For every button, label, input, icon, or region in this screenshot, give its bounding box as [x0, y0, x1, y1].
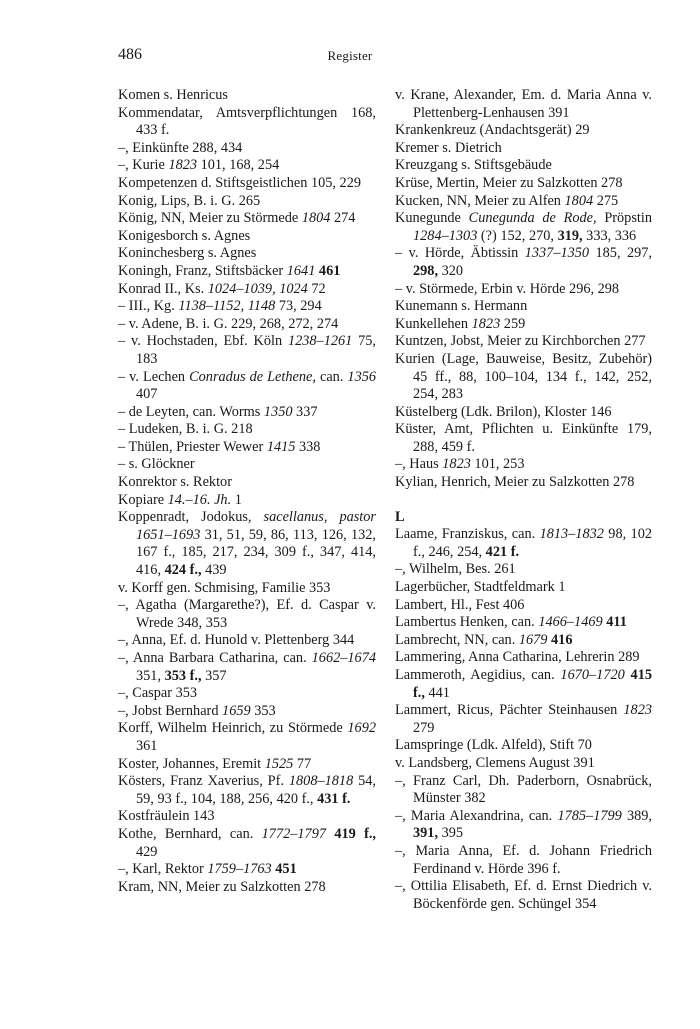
main-reference: 419 f., — [334, 825, 377, 842]
index-entry — [395, 87, 652, 122]
index-entry — [395, 351, 652, 404]
index-entry — [118, 580, 376, 598]
entry-text: Lambert, Hl., Fest 406 — [395, 596, 525, 613]
entry-text: Lambertus Henken, can. — [395, 614, 539, 631]
entry-text: Kremer s. Dietrich — [395, 139, 502, 156]
entry-text: 75, 183 — [136, 333, 376, 367]
index-entry — [395, 298, 652, 316]
entry-text: –, Maria Anna, Ef. d. Johann Friedrich Ferdinand v. Hörde 396 f. — [395, 842, 652, 877]
italic-text: 1823 — [442, 456, 471, 473]
entry-text: –, Franz Carl, Dh. Paderborn, Osnabrück, Münster 382 — [395, 772, 652, 807]
index-entry — [395, 702, 652, 737]
entry-text: Konigesborch s. Agnes — [118, 227, 251, 244]
entry-text: 320 — [438, 262, 464, 279]
entry-text: 73, 294 — [275, 298, 322, 315]
italic-text: 1772–1797 — [261, 825, 326, 842]
entry-text: – v. Hochstaden, Ebf. Köln — [118, 333, 288, 350]
index-entry — [395, 597, 652, 615]
entry-text: 259 — [500, 315, 526, 332]
entry-text: –, Agatha (Margarethe?), Ef. d. Caspar v. Wrede 348, 353 — [118, 597, 376, 631]
index-entry — [118, 105, 376, 140]
entry-text: 54, 59, 93 f., 104, 188, 256, 420 f., — [136, 773, 376, 807]
entry-text: –, Karl, Rektor — [118, 861, 208, 878]
italic-text: 1679 — [518, 631, 548, 648]
entry-text: 1 — [231, 491, 242, 508]
entry-text: Lambrecht, NN, can. — [395, 631, 519, 648]
index-entry — [395, 193, 652, 211]
index-entry — [395, 175, 652, 193]
main-reference: 416 — [551, 631, 573, 648]
entry-text: 98, 102 f., 246, 254, — [413, 526, 652, 560]
index-entry — [118, 210, 376, 228]
italic-text: 1759–1763 — [207, 861, 272, 878]
index-entry — [118, 421, 376, 439]
entry-text: –, Wilhelm, Bes. 261 — [395, 561, 516, 578]
running-title: Register — [327, 48, 373, 63]
main-reference: 298, — [413, 262, 439, 279]
index-entry — [395, 614, 652, 632]
entry-text: 351, — [136, 667, 165, 684]
entry-text: – v. Hörde, Äbtissin — [395, 245, 525, 262]
entry-text: 407 — [136, 386, 158, 403]
entry-text: – s. Glöckner — [118, 456, 195, 473]
entry-text: 279 — [413, 719, 435, 736]
entry-text: 101, 253 — [470, 456, 525, 473]
italic-text: 1525 — [264, 755, 294, 772]
entry-text: 395 — [438, 825, 464, 842]
entry-text: Kompetenzen d. Stiftsgeistlichen 105, 229 — [118, 174, 362, 191]
index-entry — [118, 685, 376, 703]
entry-text: 353 — [250, 702, 276, 719]
entry-text: –, Anna, Ef. d. Hunold v. Plettenberg 344 — [118, 632, 355, 649]
entry-text: 31, 51, 59, 86, 113, 126, 132, 167 f., 185, 217, 234, 309 f., 347, 414, 416, — [136, 526, 376, 579]
index-entry — [118, 87, 376, 105]
index-column-right — [395, 87, 652, 913]
index-entry — [395, 404, 652, 422]
entry-text: – de Leyten, can. Worms — [118, 403, 264, 420]
entry-text: 441 — [424, 684, 450, 701]
entry-text: 274 — [330, 210, 356, 227]
italic-text: 1337–1350 — [524, 245, 590, 262]
entry-text: (?) 152, 270, — [477, 227, 558, 244]
entry-text: Konig, Lips, B. i. G. 265 — [118, 192, 261, 209]
italic-text: 1024–1039, 1024 — [207, 280, 308, 297]
index-entry — [118, 404, 376, 422]
italic-text: 1813–1832 — [539, 526, 604, 543]
index-entry — [395, 333, 652, 351]
index-entry — [395, 843, 652, 878]
entry-text: Krüse, Mertin, Meier zu Salzkotten 278 — [395, 174, 623, 191]
index-entry — [118, 597, 376, 632]
entry-text: Koninchesberg s. Agnes — [118, 245, 257, 262]
entry-text: Lagerbücher, Stadtfeldmark 1 — [395, 579, 566, 596]
index-entry — [118, 826, 376, 861]
index-entry — [118, 456, 376, 474]
entry-text: Kuntzen, Jobst, Meier zu Kirchborchen 277 — [395, 333, 646, 350]
index-entry — [395, 579, 652, 597]
entry-text: 439 — [201, 562, 227, 579]
entry-text: Konrektor s. Rektor — [118, 474, 232, 491]
entry-text: Kunkellehen — [395, 315, 472, 332]
index-entry — [118, 316, 376, 334]
page-number: 486 — [118, 46, 142, 63]
index-entry — [118, 140, 376, 158]
entry-text: v. Korff gen. Schmising, Familie 353 — [118, 579, 331, 596]
entry-text: can. — [315, 368, 348, 385]
entry-text: – v. Adene, B. i. G. 229, 268, 272, 274 — [118, 315, 339, 332]
index-entry — [118, 369, 376, 404]
italic-text: Cunegunda de Rode, — [468, 210, 597, 227]
index-entry — [395, 245, 652, 280]
italic-text: Conradus de Lethene, — [189, 368, 316, 385]
italic-text: 1692 — [347, 720, 376, 737]
entry-text: Kunegunde — [395, 210, 469, 227]
entry-text: Lammering, Anna Catharina, Lehrerin 289 — [395, 649, 640, 666]
index-entry — [118, 492, 376, 510]
index-entry — [395, 773, 652, 808]
entry-text: 77 — [293, 755, 312, 772]
italic-text: 1823 — [623, 702, 652, 719]
main-reference: 424 f., — [164, 562, 202, 579]
italic-text: 1808–1818 — [288, 773, 354, 790]
italic-text: 14.–16. Jh. — [167, 491, 232, 508]
index-entry — [118, 773, 376, 808]
entry-text: –, Jobst Bernhard — [118, 702, 223, 719]
entry-text: Pröpstin — [596, 210, 652, 227]
italic-text: 1238–1261 — [287, 333, 353, 350]
index-entry — [395, 140, 652, 158]
index-entry — [118, 193, 376, 211]
index-entry — [395, 808, 652, 843]
index-entry — [395, 737, 652, 755]
main-reference: 353 f., — [164, 667, 202, 684]
entry-text: –, Einkünfte 288, 434 — [118, 139, 243, 156]
entry-text: – v. Lechen — [118, 368, 190, 385]
entry-text: –, Caspar 353 — [118, 685, 198, 702]
italic-text: sacellanus, pastor 1651–1693 — [136, 509, 376, 543]
entry-text: Koster, Johannes, Eremit — [118, 755, 265, 772]
italic-text: 1785–1799 — [557, 807, 622, 824]
index-entry — [395, 456, 652, 474]
index-entry — [118, 703, 376, 721]
entry-text: 101, 168, 254 — [197, 157, 280, 174]
entry-text: –, Kurie — [118, 157, 169, 174]
entry-text: – III., Kg. — [118, 298, 179, 315]
index-entry — [118, 298, 376, 316]
index-entry — [118, 245, 376, 263]
entry-text: Kunemann s. Hermann — [395, 298, 528, 315]
italic-text: 1641 — [286, 262, 316, 279]
entry-text: 357 — [201, 667, 227, 684]
italic-text: 1415 — [266, 438, 296, 455]
index-entry — [118, 509, 376, 579]
entry-text: Kurien (Lage, Bauweise, Besitz, Zubehör) 45 ff., 88, 100–104, 134 f., 142, 252, 254, 283 — [395, 350, 652, 403]
entry-text: Laame, Franziskus, can. — [395, 526, 540, 543]
entry-text: –, Anna Barbara Catharina, can. — [118, 650, 312, 666]
entry-text: Lamspringe (Ldk. Alfeld), Stift 70 — [395, 737, 592, 754]
index-column-left — [118, 87, 376, 896]
entry-text: Kram, NN, Meier zu Salzkotten 278 — [118, 878, 326, 895]
entry-text: Kösters, Franz Xaverius, Pf. — [118, 773, 289, 790]
entry-text: –, Maria Alexandrina, can. — [395, 807, 558, 824]
section-letter-heading: L — [395, 508, 405, 525]
index-entry — [395, 421, 652, 456]
index-entry — [395, 561, 652, 579]
entry-text: Korff, Wilhelm Heinrich, zu Störmede — [118, 720, 348, 737]
italic-text: 1138–1152, 1148 — [178, 298, 276, 315]
index-entry — [395, 210, 652, 245]
entry-text: Kucken, NN, Meier zu Alfen — [395, 192, 565, 209]
index-entry — [395, 316, 652, 334]
index-entry — [118, 720, 376, 755]
index-entry — [395, 474, 652, 492]
entry-text: Kylian, Henrich, Meier zu Salzkotten 278 — [395, 474, 635, 491]
entry-text: Kommendatar, Amtsverpflichtungen 168, 433 f. — [118, 104, 376, 139]
index-entry — [395, 281, 652, 299]
index-entry — [118, 228, 376, 246]
main-reference: 415 f., — [413, 667, 652, 701]
index-entry — [118, 650, 376, 685]
entry-text: 185, 297, — [589, 245, 652, 262]
index-entry — [118, 861, 376, 879]
index-entry — [118, 439, 376, 457]
index-entry — [118, 281, 376, 299]
index-entry — [395, 632, 652, 650]
entry-text: – Ludeken, B. i. G. 218 — [118, 421, 253, 438]
italic-text: 1804 — [301, 210, 331, 227]
italic-text: 1356 — [347, 368, 377, 385]
index-entry — [118, 263, 376, 281]
entry-text: Koppenradt, Jodokus, — [118, 509, 264, 526]
entry-text: v. Krane, Alexander, Em. d. Maria Anna v. Plettenberg-Lenhausen 391 — [395, 87, 652, 121]
index-entry — [395, 157, 652, 175]
main-reference: 461 — [318, 262, 341, 279]
entry-text: König, NN, Meier zu Störmede — [118, 210, 302, 227]
entry-text: 337 — [292, 403, 318, 420]
entry-text: Konrad II., Ks. — [118, 280, 208, 297]
italic-text: 1659 — [222, 702, 251, 719]
index-entry — [395, 526, 652, 561]
entry-text: 389, — [621, 807, 652, 824]
entry-text: –, Ottilia Elisabeth, Ef. d. Ernst Diedrich v. Böckenförde gen. Schüngel 354 — [395, 878, 652, 912]
italic-text: 1284–1303 — [413, 227, 478, 244]
entry-text: – v. Störmede, Erbin v. Hörde 296, 298 — [395, 280, 620, 297]
italic-text: 1662–1674 — [311, 650, 376, 666]
main-reference: 451 — [275, 861, 297, 878]
index-entry — [118, 879, 376, 897]
entry-text: 361 — [136, 737, 158, 754]
italic-text: 1350 — [263, 403, 293, 420]
entry-text: Krankenkreuz (Andachtsgerät) 29 — [395, 122, 590, 139]
italic-text: 1670–1720 — [560, 667, 625, 683]
entry-text: Kostfräulein 143 — [118, 808, 215, 825]
main-reference: 411 — [606, 614, 627, 631]
index-entry — [395, 878, 652, 913]
entry-text: Koningh, Franz, Stiftsbäcker — [118, 262, 287, 279]
index-entry — [395, 667, 652, 702]
index-entry — [118, 808, 376, 826]
index-entry — [395, 649, 652, 667]
index-entry — [395, 122, 652, 140]
entry-text: Kopiare — [118, 491, 168, 508]
entry-text: Kreuzgang s. Stiftsgebäude — [395, 157, 552, 174]
entry-text: Lammeroth, Aegidius, can. — [395, 667, 561, 683]
entry-text: – Thülen, Priester Wewer — [118, 438, 267, 455]
entry-text: v. Landsberg, Clemens August 391 — [395, 754, 595, 771]
main-reference: 421 f. — [485, 543, 520, 560]
index-entry — [118, 756, 376, 774]
italic-text: 1466–1469 — [538, 614, 603, 631]
index-entry — [118, 474, 376, 492]
entry-text: 72 — [307, 280, 326, 297]
entry-text: Komen s. Henricus — [118, 87, 228, 103]
italic-text: 1823 — [168, 157, 198, 174]
index-entry — [118, 157, 376, 175]
index-entry — [395, 755, 652, 773]
index-entry — [118, 333, 376, 368]
entry-text: –, Haus — [395, 456, 443, 473]
entry-text: Küster, Amt, Pflichten u. Einkünfte 179, 288, 459 f. — [395, 421, 652, 455]
italic-text: 1804 — [564, 192, 594, 209]
main-reference: 319, — [557, 227, 583, 244]
entry-text: Kothe, Bernhard, can. — [118, 825, 262, 842]
entry-text: Lammert, Ricus, Pächter Steinhausen — [395, 702, 624, 719]
main-reference: 391, — [413, 825, 439, 842]
index-entry — [118, 175, 376, 193]
entry-text: 429 — [136, 843, 158, 860]
index-entry — [118, 632, 376, 650]
entry-text: Küstelberg (Ldk. Brilon), Kloster 146 — [395, 403, 612, 420]
italic-text: 1823 — [471, 315, 501, 332]
entry-text: 333, 336 — [582, 227, 637, 244]
entry-text: 338 — [295, 438, 321, 455]
entry-text: 275 — [593, 192, 619, 209]
main-reference: 431 f. — [317, 790, 351, 807]
